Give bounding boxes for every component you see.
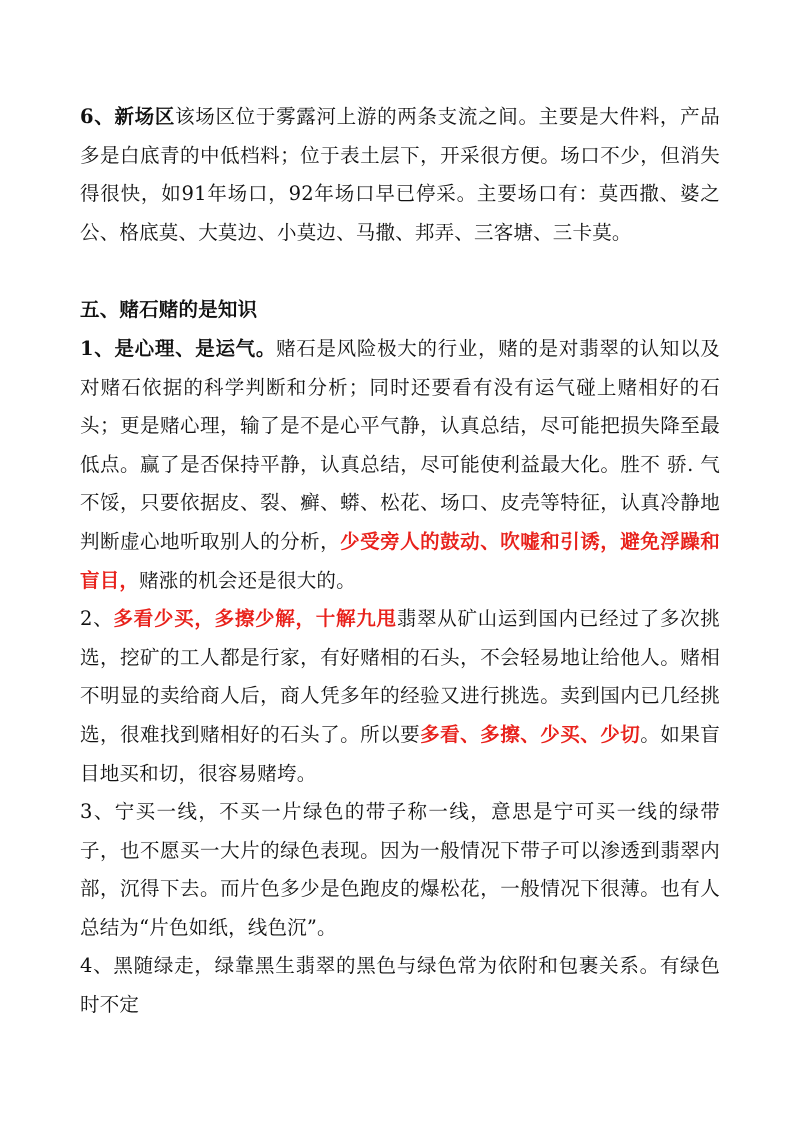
highlight-text-2: 多看、多擦、少买、少切 [420,722,641,746]
paragraph-look-more-buy-less [80,600,720,793]
paragraph-text: 4、黑随绿走，绿靠黑生翡翠的黑色与绿色常为依附和包裹关系。有绿色时不定 [80,954,720,1017]
paragraph-lead: 6、新场区 [80,105,176,128]
paragraph-black-follows-green [80,947,720,1024]
paragraph-number: 2、 [80,607,114,631]
paragraph-text: 赌石是风险极大的行业，赌的是对翡翠的认知以及对赌石依据的科学判断和分析；同时还要看有没有运气碰上赌相好的石头；更是赌心理，输了是不是心平气静，认真总结，尽可能把损失降至最低点。赢了是否保持平静，认真总结，尽可能使利益最大化。胜不 骄. 气不馁，只要依据皮、裂、癣、蟒、松花、场口、皮壳等特征，认真冷静地判断虚心地听取别人的分析， [80,336,720,553]
paragraph-text: 该场区位于雾露河上游的两条支流之间。主要是大件料，产品多是白底青的中低档料；位于表土层下，开采很方便。场口不少，但消失得很快，如91年场口，92年场口早已停采。主要场口有：莫西撒、婆之公、格底莫、大莫边、小莫边、马撒、邦弄、三客塘、三卡莫。 [80,105,720,244]
highlight-text: 少受旁人的鼓动、吹嘘和引诱，避免浮躁和盲目， [80,529,720,592]
paragraph-psychology-luck [80,330,720,600]
section-spacer [80,252,720,291]
paragraph-text-tail: 。如果盲目地买和切，很容易赌垮。 [80,722,720,785]
paragraph-text: 翡翠从矿山运到国内已经过了多次挑选，挖矿的工人都是行家，有好赌相的石头，不会轻易地让给他人。赌相不明显的卖给商人后，商人凭多年的经验又进行挑选。卖到国内已几经挑选，很难找到赌相好的石头了。所以要 [80,607,721,746]
document-body [80,98,720,1025]
paragraph-text-tail: 赌涨的机会还是很大的。 [139,568,356,592]
paragraph-new-mining-area [80,98,720,252]
paragraph-text: 3、宁买一线，不买一片绿色的带子称一线，意思是宁可买一线的绿带子，也不愿买一大片的绿色表现。因为一般情况下带子可以渗透到翡翠内部，沉得下去。而片色多少是色跑皮的爆松花，一般情况下很薄。也有人总结为“片色如纸，线色沉”。 [80,800,720,939]
paragraph-lead: 1、是心理、是运气。 [80,336,277,360]
paragraph-buy-a-line [80,793,720,947]
section-heading: 五、赌石赌的是知识 [80,298,258,322]
highlight-text: 多看少买，多擦少解，十解九甩 [113,607,397,631]
